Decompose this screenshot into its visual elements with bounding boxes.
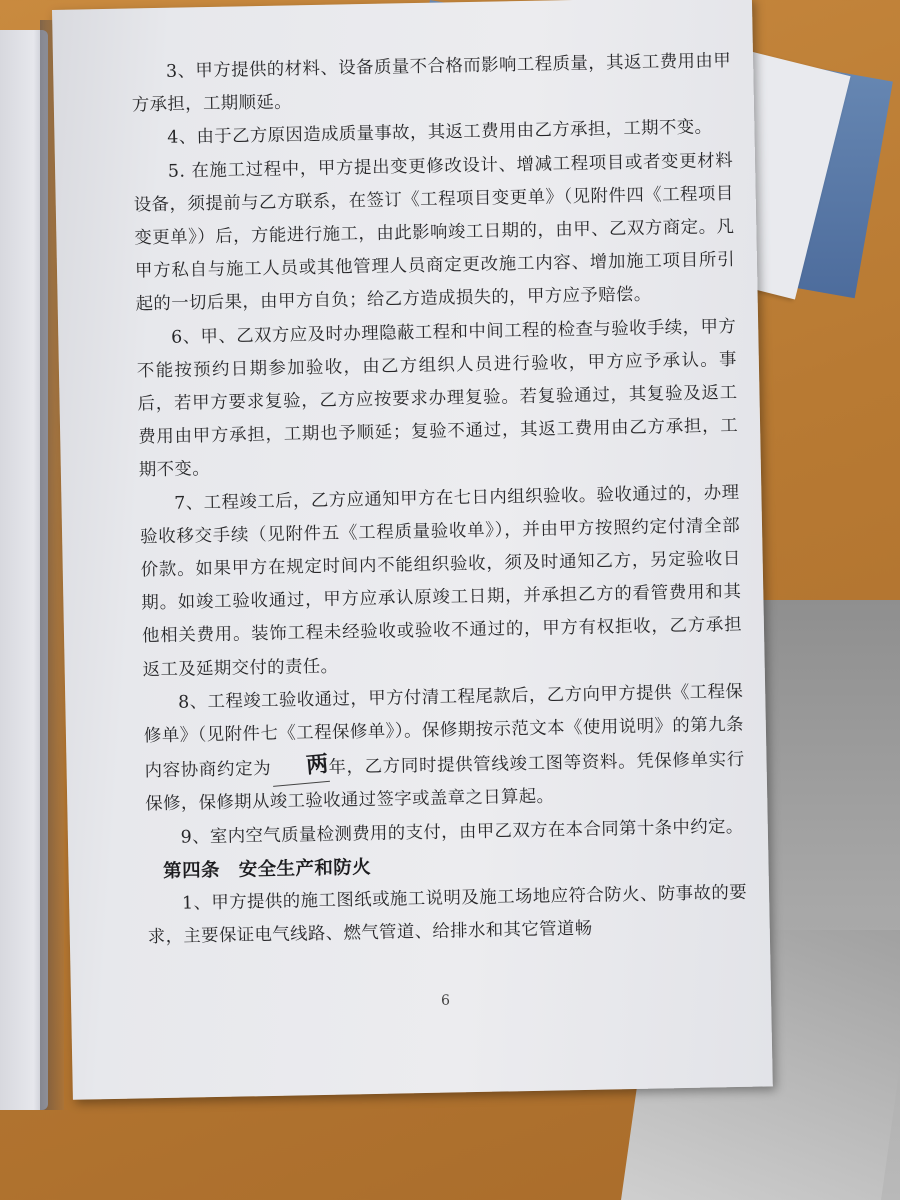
clause-7: 7、工程竣工后，乙方应通知甲方在七日内组织验收。验收通过的，办理验收移交手续（见附件五《工程质量验收单》），并由甲方按照约定付清全部价款。如果甲方在规定时间内不能组织验收，须及时通知乙方，另定验收日期。如竣工验收通过，甲方应承认原竣工日期，并承担乙方的看管费用和其他相关费用。装饰工程未经验收或验收不通过的，甲方有权拒收，乙方承担返工及延期交付的责任。 [139, 482, 743, 681]
clause-8 [143, 676, 745, 822]
page-number: 6 [440, 992, 451, 1009]
clause-5: 5. 在施工过程中，甲方提出变更修改设计、增减工程项目或者变更材料设备，须提前与乙方联系，在签订《工程项目变更单》（见附件四《工程项目变更单》）后，方能进行施工，由此影响竣工日期的，由甲、乙双方商定。凡甲方私自与施工人员或其他管理人员商定更改施工内容、增加施工项目所引起的一切后果，由甲方自负；给乙方造成损失的，甲方应予赔偿。 [133, 150, 736, 315]
clause-6: 6、甲、乙双方应及时办理隐蔽工程和中间工程的检查与验收手续，甲方不能按预约日期参加验收，由乙方组织人员进行验收，甲方应予承认。事后，若甲方要求复验，乙方应按要求办理复验。若复验通过，其复验及返工费用由甲方承担，工期也予顺延；复验不通过，其返工费用由乙方承担，工期不变。 [136, 316, 739, 481]
clause-8-text-after: 年，乙方同时提供管线竣工图等资料。凭保修单实行保修，保修期从竣工验收通过签字或盖章之日算起。 [145, 750, 745, 815]
clause-safety-1: 1、甲方提供的施工图纸或施工说明及施工场地应符合防火、防事故的要求，主要保证电气线路、燃气管道、给排水和其它管道畅 [147, 882, 748, 948]
handwritten-warranty-years: 两 [270, 748, 330, 787]
document-page [52, 0, 773, 1100]
clause-9: 9、室内空气质量检测费用的支付，由甲乙双方在本合同第十条中约定。 [180, 816, 744, 848]
section-heading: 第四条 安全生产和防火 [162, 856, 372, 882]
page-body [131, 45, 748, 955]
clause-8-text-before: 8、工程竣工验收通过，甲方付清工程尾款后，乙方向甲方提供《工程保修单》（见附件七《工程保修单》）。保修期按示范文本《使用说明》的第九条内容协商约定为 [143, 681, 745, 782]
clause-4: 4、由于乙方原因造成质量事故，其返工费用由乙方承担，工期不变。 [167, 117, 713, 149]
clause-3: 3、甲方提供的材料、设备质量不合格而影响工程质量，其返工费用由甲方承担，工期顺延。 [131, 50, 732, 116]
